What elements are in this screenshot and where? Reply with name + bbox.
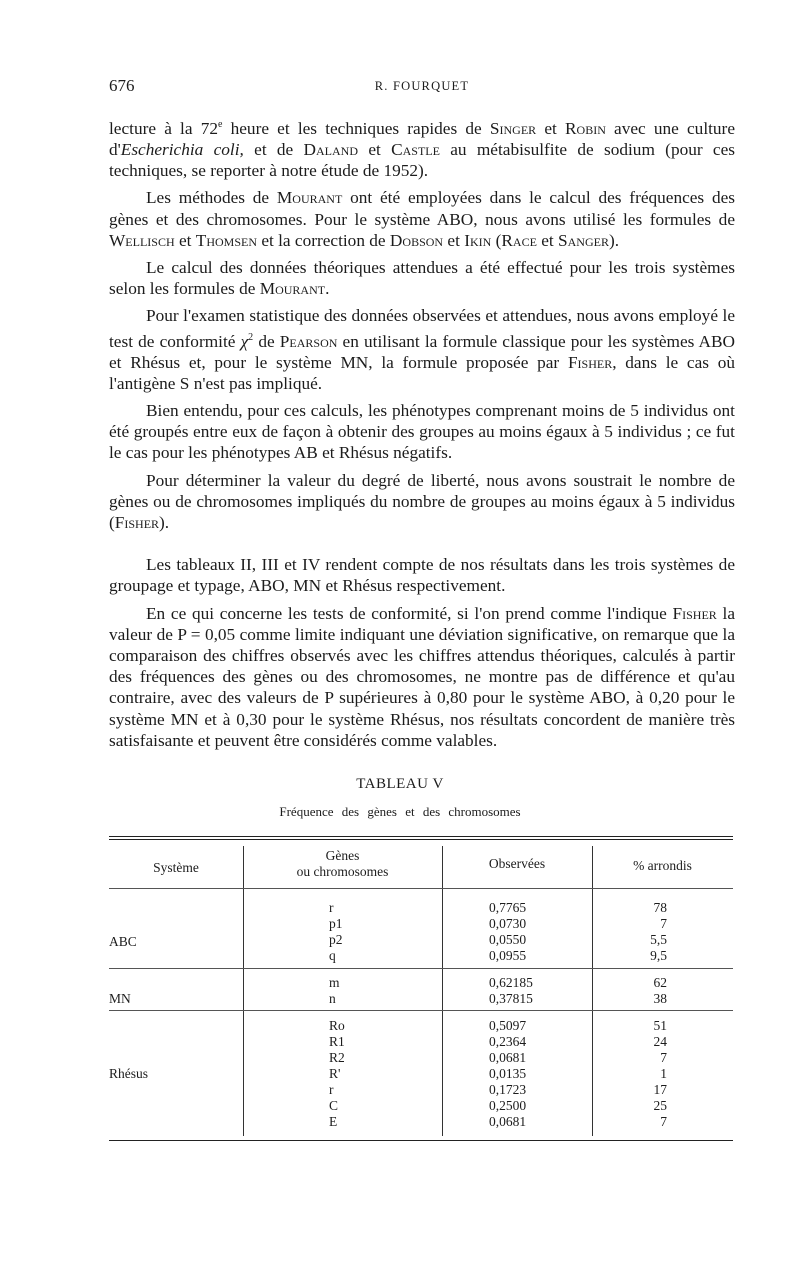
percent-cell: 24 (653, 1034, 667, 1049)
header-system: Système (153, 860, 199, 875)
observed-cell: 0,1723 (489, 1082, 527, 1097)
percent-cell: 17 (653, 1082, 667, 1097)
paragraph-7: Les tableaux II, III et IV rendent compte de nos résultats dans les trois systèmes de groupage et typage, ABO, MN et Rhésus respectivement. (109, 555, 735, 596)
percent-cell: 78 (653, 900, 667, 915)
percent-cell: 7 (660, 1114, 667, 1129)
observed-cell: 0,2364 (489, 1034, 527, 1049)
observed-cell: 0,0550 (489, 932, 527, 947)
header-bottom-rule (109, 888, 733, 889)
observed-cell: 0,0730 (489, 916, 527, 931)
percent-cell: 5,5 (650, 932, 667, 947)
header-percent: % arrondis (633, 858, 692, 873)
percent-cell: 9,5 (650, 948, 667, 963)
column-divider-1 (243, 846, 244, 1136)
system-abo: ABC (109, 934, 137, 949)
gene-cell: r (329, 900, 334, 915)
paragraph-6: Pour déterminer la valeur du degré de liberté, nous avons soustrait le nombre de gènes ou de chromosomes impliqués du nombre de groupes au moins égaux à 5 individus (Fisher). (109, 470, 735, 532)
observed-cell: 0,0955 (489, 948, 527, 963)
observed-cell: 0,0681 (489, 1050, 527, 1065)
paragraph-8: En ce qui concerne les tests de conformité, si l'on prend comme l'indique Fisher la valeur de P = 0,05 comme limite indiquant une déviation significative, on remarque que la comparaison des chiffres observés avec les chiffres attendus théoriques, calculés à partir des fréquences des gènes ou des chromosomes, ne montre pas de différence et qu'au contraire, avec des valeurs de P supérieures à 0,80 pour le système ABO, à 0,20 pour le système MN et à 0,30 pour le système Rhésus, nos résultats concordent de manière très satisfaisante et peuvent être considérés comme valables. (109, 603, 735, 750)
observed-cell: 0,62185 (489, 975, 533, 990)
gene-cell: p1 (329, 916, 343, 931)
percent-cell: 51 (653, 1018, 667, 1033)
percent-cell: 1 (660, 1066, 667, 1081)
observed-cell: 0,37815 (489, 991, 533, 1006)
gene-cell: R1 (329, 1034, 345, 1049)
table-caption: Fréquence des gènes et des chromosomes (279, 804, 521, 819)
observed-cell: 0,0681 (489, 1114, 527, 1129)
table-top-rule-2 (109, 839, 733, 840)
gene-cell: r (329, 1082, 334, 1097)
gene-cell: E (329, 1114, 338, 1129)
paragraph-3: Le calcul des données théoriques attendues a été effectué pour les trois systèmes selon les formules de Mourant. (109, 257, 735, 299)
gene-cell: n (329, 991, 336, 1006)
group-divider-rule (109, 968, 733, 969)
running-head: R. FOURQUET (374, 79, 470, 93)
paragraph-1: lecture à la 72e heure et les techniques rapides de Singer et Robin avec une culture d'Escherichia coli, et de Daland et Castle au métabisulfite de sodium (pour ces techniques, se reporter à notre étude de 1952). (109, 118, 735, 181)
frequency-table (109, 834, 733, 1146)
percent-cell: 25 (653, 1098, 667, 1113)
table-bottom-rule (109, 1140, 733, 1141)
gene-cell: q (329, 948, 336, 963)
system-mn: MN (109, 991, 131, 1006)
percent-cell: 38 (653, 991, 667, 1006)
observed-cell: 0,0135 (489, 1066, 527, 1081)
table-top-rule (109, 836, 733, 837)
observed-cell: 0,7765 (489, 900, 527, 915)
body-text (109, 114, 735, 757)
gene-cell: R2 (329, 1050, 345, 1065)
observed-cell: 0,2500 (489, 1098, 527, 1113)
paragraph-4: Pour l'examen statistique des données observées et attendues, nous avons employé le test de conformité $\chi^2$ de Pearson en utilisant la formule classique pour les systèmes ABO et Rhésus et, pour le système MN, la formule proposée par Fisher, dans le cas où l'antigène S n'est pas impliqué. (109, 306, 736, 393)
column-divider-2 (442, 846, 443, 1136)
percent-cell: 7 (660, 916, 667, 931)
gene-cell: C (329, 1098, 339, 1113)
system-rhesus: Rhésus (109, 1066, 149, 1081)
group-divider-rule (109, 1010, 733, 1011)
observed-cell: 0,5097 (489, 1018, 527, 1033)
header-genes-line1: Gènes (325, 848, 360, 863)
percent-cell: 7 (660, 1050, 667, 1065)
percent-cell: 62 (653, 975, 667, 990)
paragraph-2: Les méthodes de Mourant ont été employées dans le calcul des fréquences des gènes et des chromosomes. Pour le système ABO, nous avons utilisé les formules de Wellisch et Thomsen et la correction de Dobson et Ikin (Race et Sanger). (109, 188, 735, 250)
gene-cell: p2 (329, 932, 343, 947)
header-observed: Observées (488, 856, 546, 871)
column-divider-3 (592, 846, 593, 1136)
header-genes-line2: ou chromosomes (296, 864, 389, 879)
paragraph-5: Bien entendu, pour ces calculs, les phénotypes comprenant moins de 5 individus ont été groupés entre eux de façon à obtenir des groupes au moins égaux à 5 individus ; ce fut le cas pour les phénotypes AB et Rhésus négatifs. (109, 400, 735, 463)
gene-cell: m (329, 975, 340, 990)
gene-cell: Ro (329, 1018, 345, 1033)
table-title: TABLEAU V (356, 776, 444, 792)
gene-cell: R' (329, 1066, 341, 1081)
page-number: 676 (109, 76, 135, 95)
page-header (109, 76, 735, 100)
